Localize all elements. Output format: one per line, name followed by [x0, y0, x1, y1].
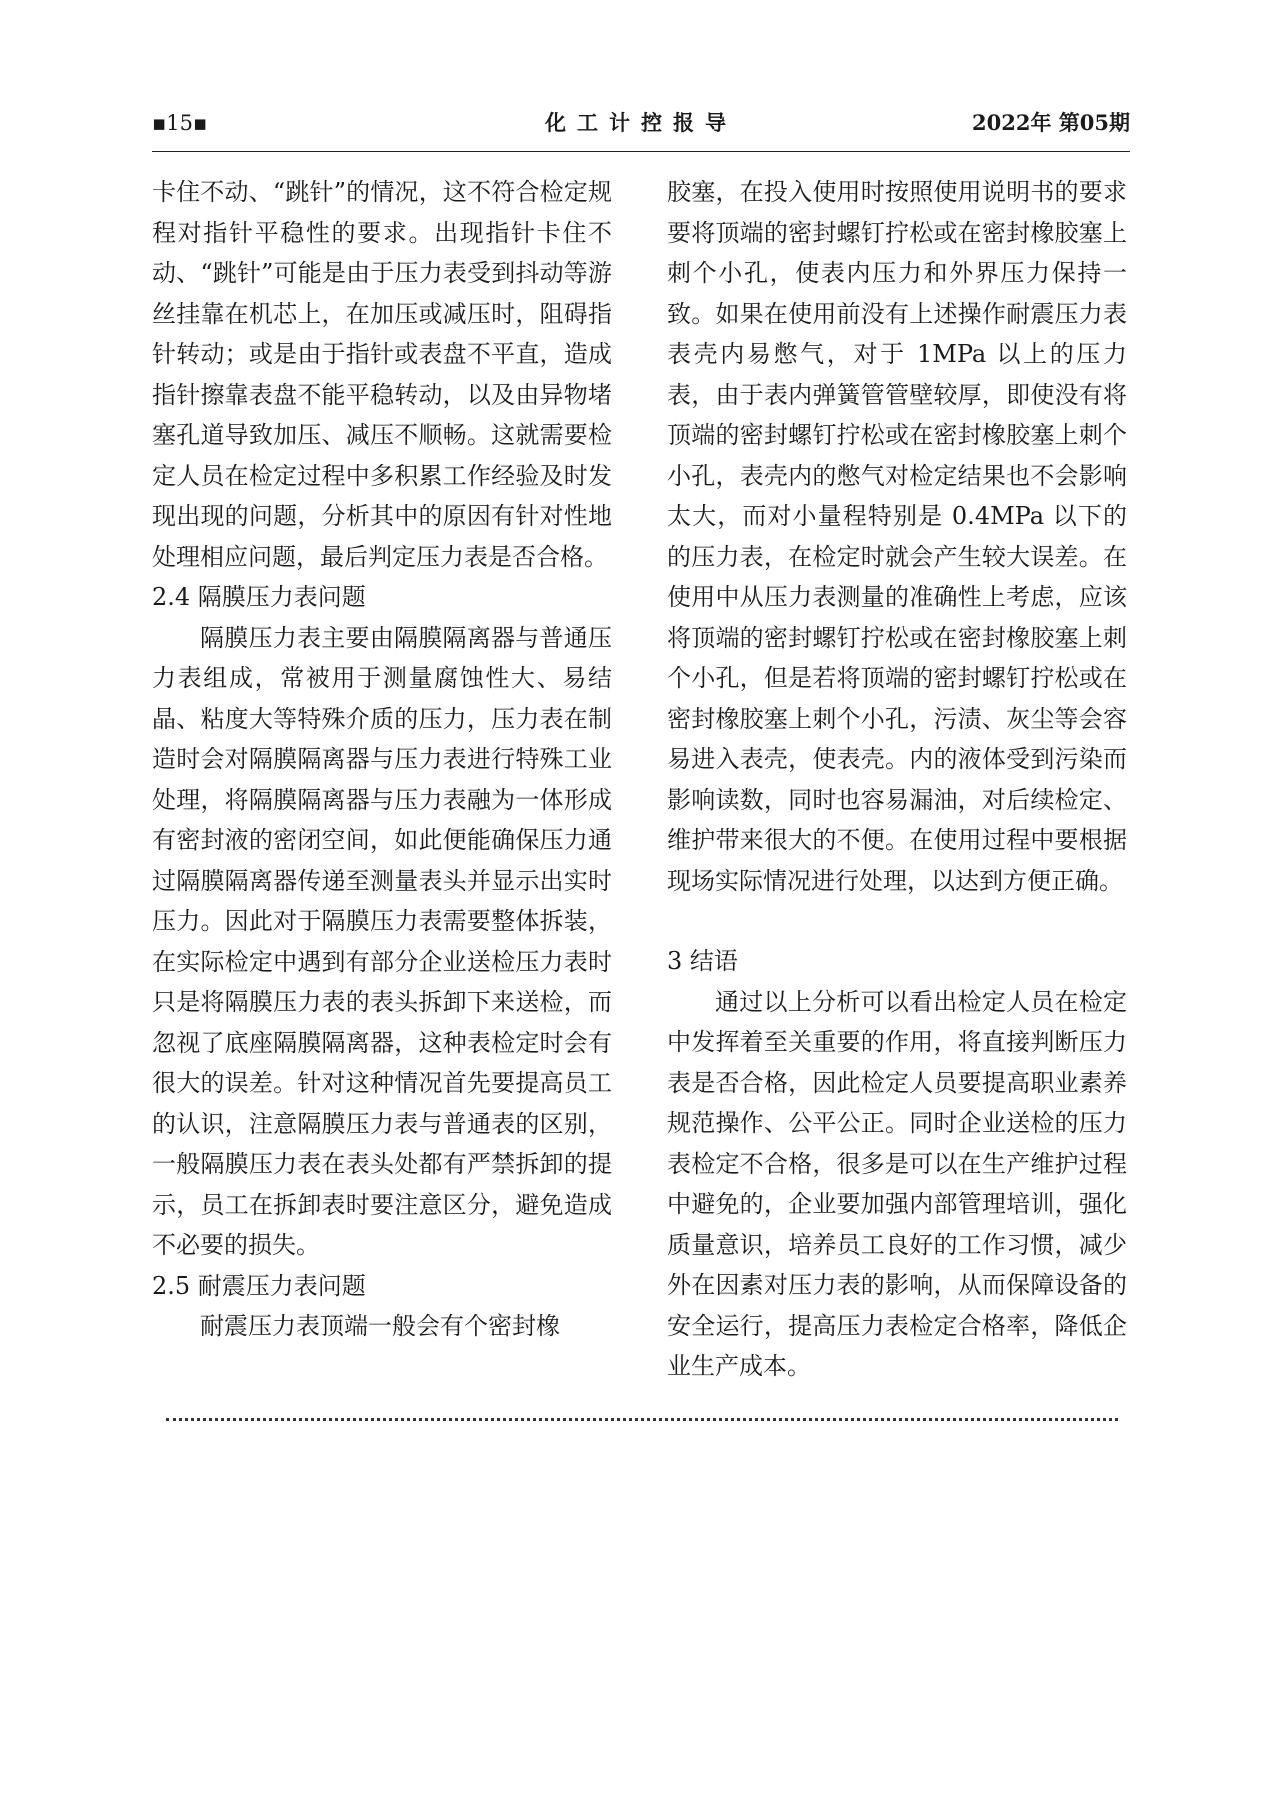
- page-number: ▪15▪: [152, 111, 208, 135]
- right-column: [667, 172, 1127, 1387]
- dotted-separator: [166, 1418, 1118, 1421]
- paragraph-conclusion: 通过以上分析可以看出检定人员在检定中发挥着至关重要的作用，将直接判断压力表是否合格，因此检定人员要提高职业素养规范操作、公平公正。同时企业送检的压力表检定不合格，很多是可以在生产维护过程中避免的，企业要加强内部管理培训，强化质量意识，培养员工良好的工作习惯，减少外在因素对压力表的影响，从而保障设备的安全运行，提高压力表检定合格率，降低企业生产成本。: [667, 987, 1127, 1380]
- paragraph-diaphragm-gauge: 隔膜压力表主要由隔膜隔离器与普通压力表组成，常被用于测量腐蚀性大、易结晶、粘度大等特殊介质的压力，压力表在制造时会对隔膜隔离器与压力表进行特殊工业处理，将隔膜隔离器与压力表融为一体形成有密封液的密闭空间，如此便能确保压力通过隔膜隔离器传递至测量表头并显示出实时压力。因此对于隔膜压力表需要整体拆装，在实际检定中遇到有部分企业送检压力表时只是将隔膜压力表的表头拆卸下来送检，而忽视了底座隔膜隔离器，这种表检定时会有很大的误差。针对这种情况首先要提高员工的认识，注意隔膜压力表与普通表的区别，一般隔膜压力表在表头处都有严禁拆卸的提示，员工在拆卸表时要注意区分，避免造成不必要的损失。: [152, 623, 612, 1259]
- paragraph-seismic-gauge-cont: 胶塞，在投入使用时按照使用说明书的要求要将顶端的密封螺钉拧松或在密封橡胶塞上刺个小孔，使表内压力和外界压力保持一致。如果在使用前没有上述操作耐震压力表表壳内易憋气，对于 1MPa 以上的压力表，由于表内弹簧管管壁较厚，即使没有将顶端的密封螺钉拧松或在密封橡胶塞上刺个小孔，表壳内的憋气对检定结果也不会影响太大，而对小量程特别是 0.4MPa 以下的的压力表，在检定时就会产生较大误差。在使用中从压力表测量的准确性上考虑，应该将顶端的密封螺钉拧松或在密封橡胶塞上刺个小孔，但是若将顶端的密封螺钉拧松或在密封橡胶塞上刺个小孔，污渍、灰尘等会容易进入表壳，使表壳。内的液体受到污染而影响读数，同时也容易漏油，对后续检定、维护带来很大的不便。在使用过程中要根据现场实际情况进行处理，以达到方便正确。: [667, 178, 1127, 895]
- header-rule: [152, 151, 1130, 152]
- left-column: [152, 172, 612, 1347]
- spacer: [667, 901, 1127, 941]
- section-heading-3: 3 结语: [667, 947, 738, 975]
- paragraph-continued: 卡住不动、“跳针”的情况，这不符合检定规程对指针平稳性的要求。出现指针卡住不动、“跳针”可能是由于压力表受到抖动等游丝挂靠在机芯上，在加压或减压时，阻碍指针转动；或是由于指针或表盘不平直，造成指针擦靠表盘不能平稳转动，以及由异物堵塞孔道导致加压、减压不顺畅。这就需要检定人员在检定过程中多积累工作经验及时发现出现的问题，分析其中的原因有针对性地处理相应问题，最后判定压力表是否合格。: [152, 178, 612, 571]
- issue-label: 2022年 第05期: [972, 110, 1130, 135]
- running-header: [152, 108, 1130, 140]
- paragraph-seismic-gauge-start: 耐震压力表顶端一般会有个密封橡: [200, 1312, 560, 1340]
- journal-title: 化工计控报导: [545, 110, 737, 135]
- section-heading-2-4: 2.4 隔膜压力表问题: [152, 583, 366, 611]
- section-heading-2-5: 2.5 耐震压力表问题: [152, 1271, 366, 1300]
